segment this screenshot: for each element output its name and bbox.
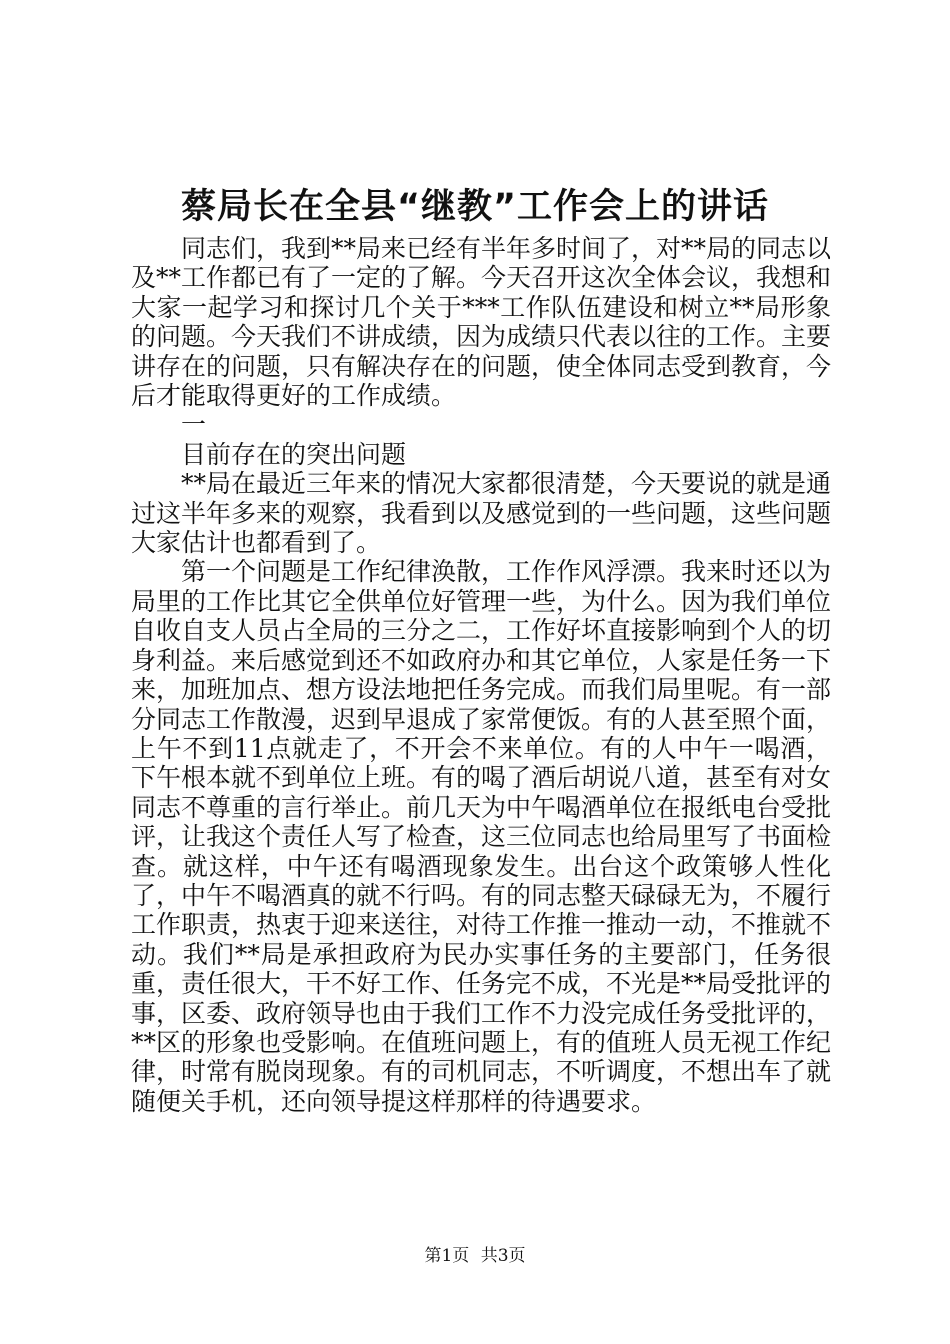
section-number: 一 [181, 410, 207, 440]
document-title: 蔡局长在全县“继教”工作会上的讲话 [180, 187, 769, 227]
document-body [131, 234, 831, 1116]
page-footer [0, 1244, 950, 1268]
section-heading: 目前存在的突出问题 [181, 439, 407, 469]
paragraph-overview: **局在最近三年来的情况大家都很清楚，今天要说的就是通过这半年多来的观察，我看到以及感觉到的一些问题，这些问题大家估计也都看到了。 [131, 469, 832, 558]
paragraph-intro: 同志们，我到**局来已经有半年多时间了，对**局的同志以及**工作都已有了一定的了解。今天召开这次全体会议，我想和大家一起学习和探讨几个关于***工作队伍建设和树立**局形象的问题。今天我们不讲成绩，因为成绩只代表以往的工作。主要讲存在的问题，只有解决存在的问题，使全体同志受到教育，今后才能取得更好的工作成绩。 [131, 234, 832, 411]
page-number: 第1页 [424, 1246, 470, 1266]
page-total: 共3页 [480, 1246, 526, 1266]
paragraph-problem-one: 第一个问题是工作纪律涣散，工作作风浮漂。我来时还以为局里的工作比其它全供单位好管理一些，为什么。因为我们单位自收自支人员占全局的三分之二，工作好坏直接影响到个人的切身利益。来后感觉到还不如政府办和其它单位，人家是任务一下来，加班加点、想方设法地把任务完成。而我们局里呢。有一部分同志工作散漫，迟到早退成了家常便饭。有的人甚至照个面，上午不到11点就走了，不开会不来单位。有的人中午一喝酒，下午根本就不到单位上班。有的喝了酒后胡说八道，甚至有对女同志不尊重的言行举止。前几天为中午喝酒单位在报纸电台受批评，让我这个责任人写了检查，这三位同志也给局里写了书面检查。就这样，中午还有喝酒现象发生。出台这个政策够人性化了，中午不喝酒真的就不行吗。有的同志整天碌碌无为，不履行工作职责，热衷于迎来送往，对待工作推一推动一动，不推就不动。我们**局是承担政府为民办实事任务的主要部门，任务很重，责任很大，干不好工作、任务完不成，不光是**局受批评的事，区委、政府领导也由于我们工作不力没完成任务受批评的，**区的形象也受影响。在值班问题上，有的值班人员无视工作纪律，时常有脱岗现象。有的司机同志，不听调度，不想出车了就随便关手机，还向领导提这样那样的待遇要求。 [131, 557, 832, 1116]
